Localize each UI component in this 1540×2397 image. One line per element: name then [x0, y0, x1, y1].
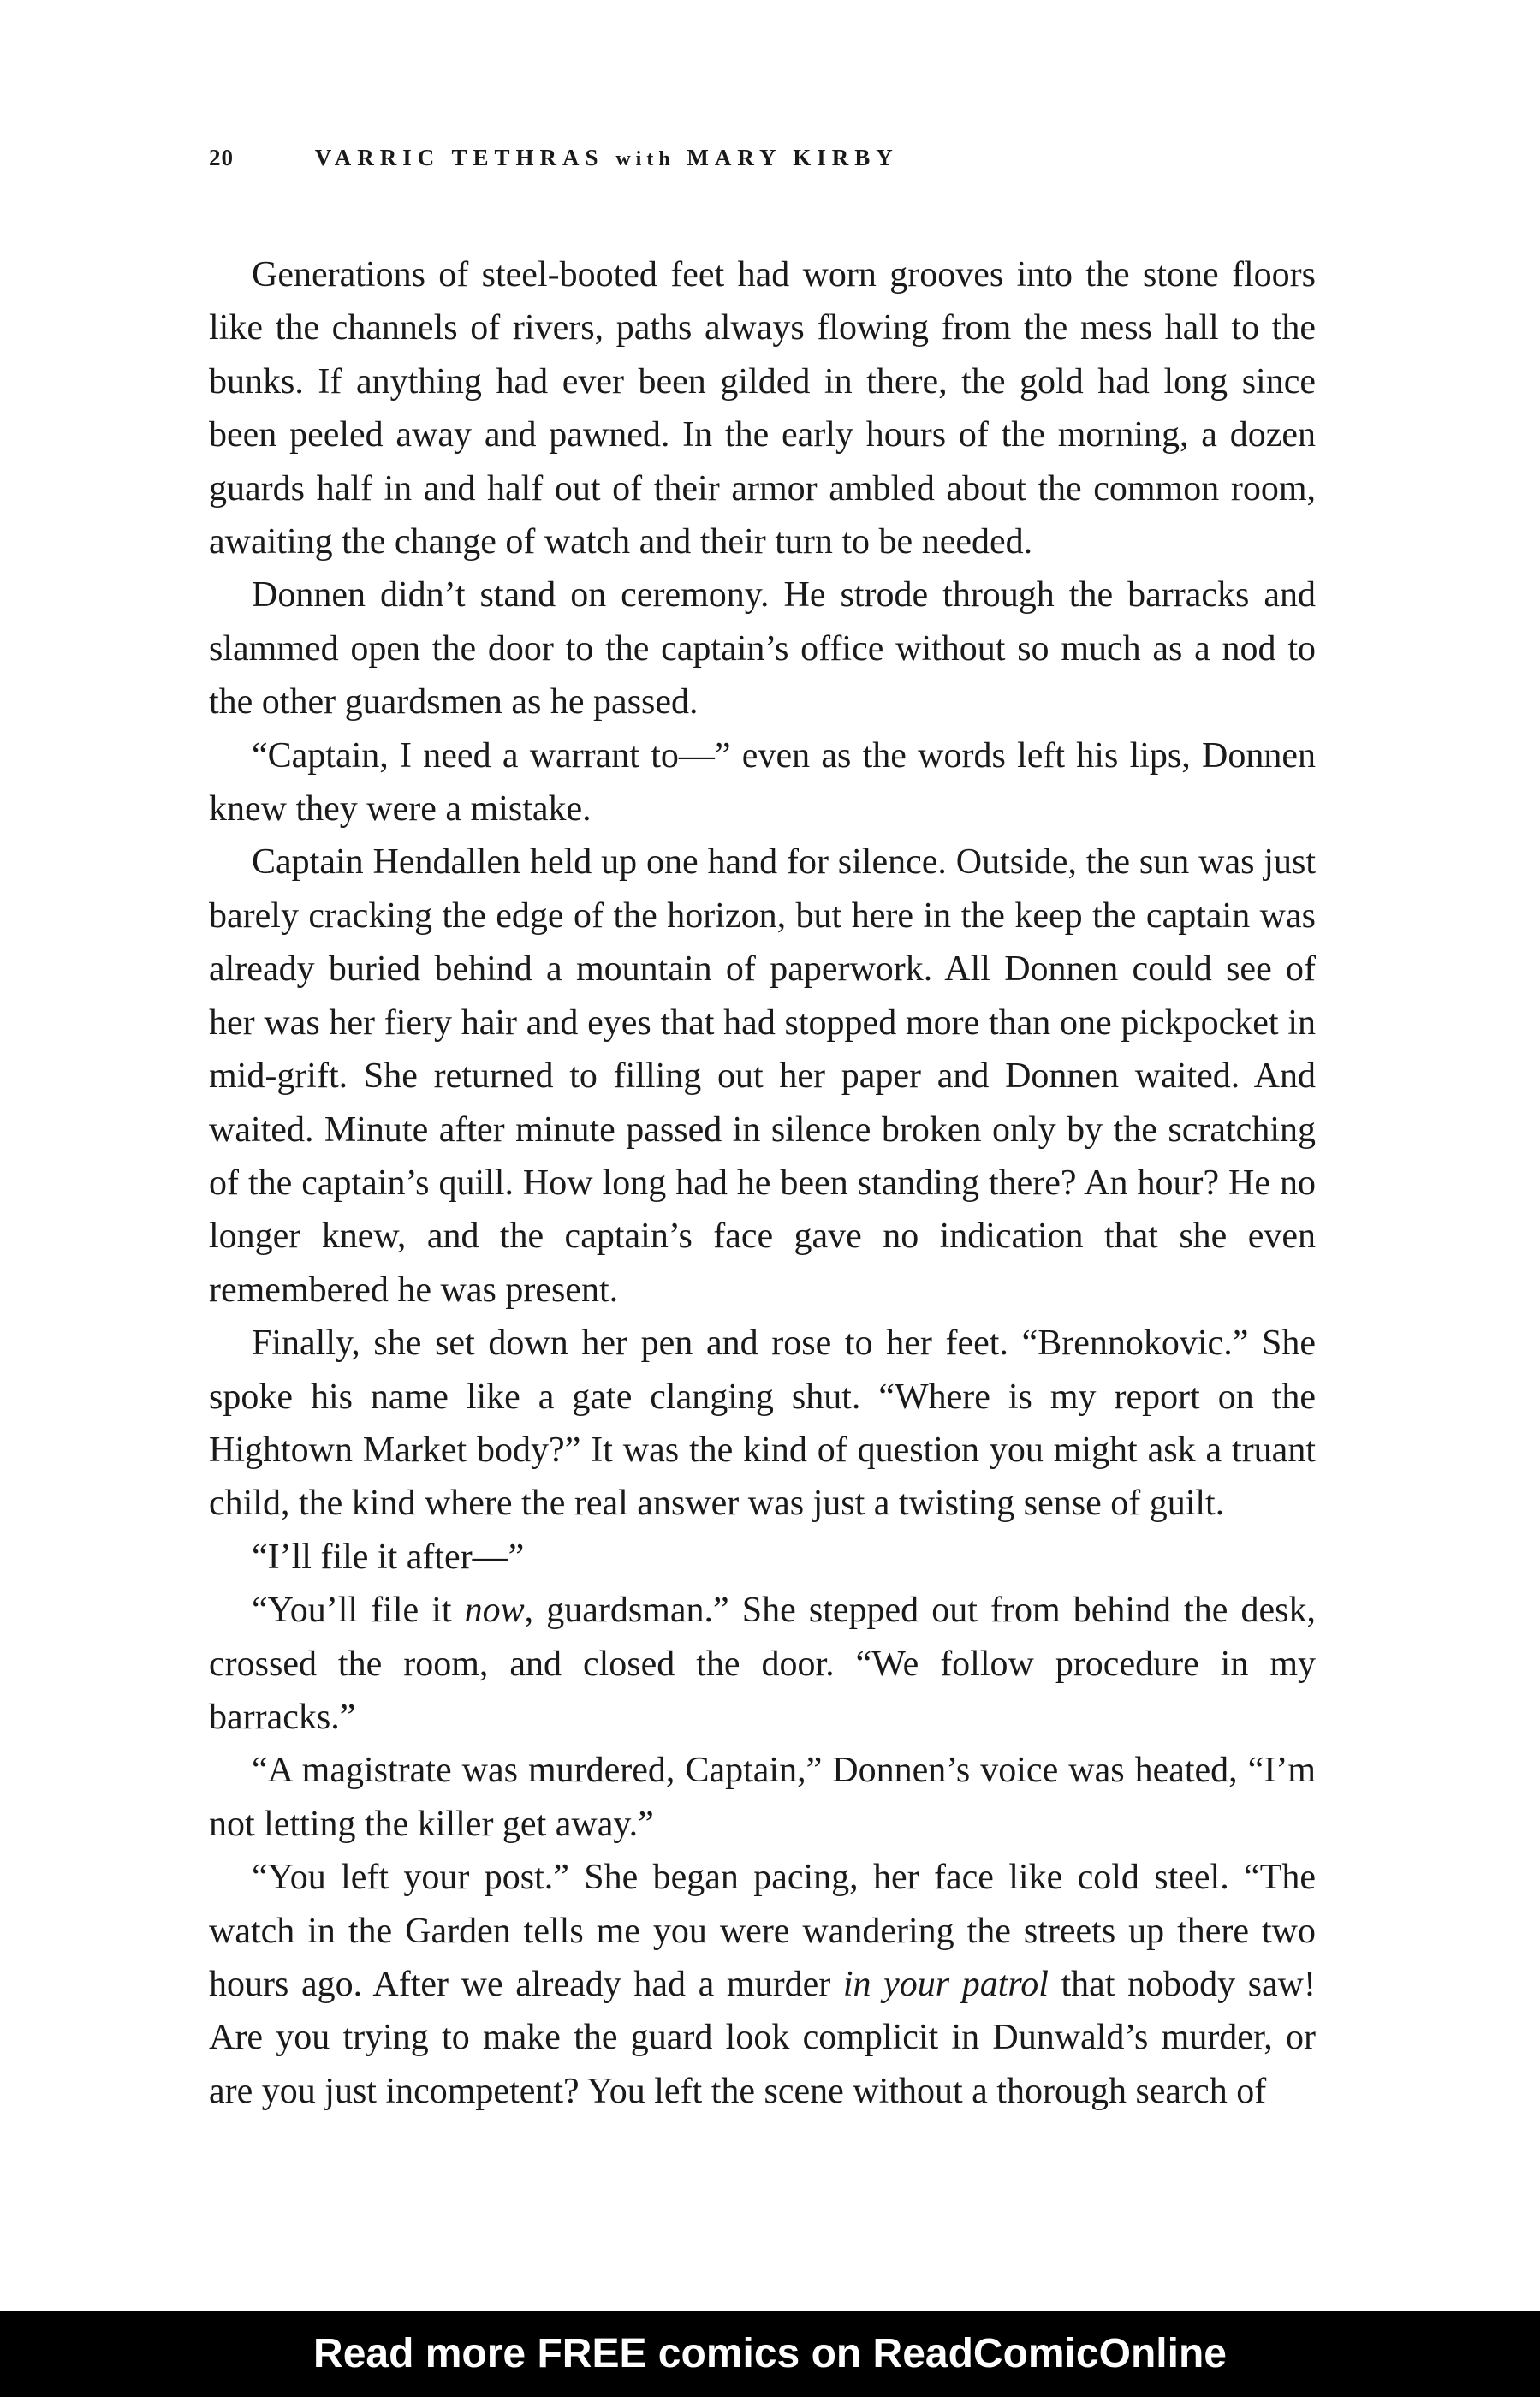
- paragraph-6: “I’ll file it after—”: [252, 1537, 525, 1577]
- paragraph-7-start: “You’ll file it: [252, 1591, 465, 1631]
- author-name-secondary: MARY KIRBY: [687, 145, 899, 170]
- paragraph-4: Captain Hendallen held up one hand for silence. Outside, the sun was just barely cracking the edge of the horizon, but here in the keep the captain was already buried behind a mountain of paperwork. All Donnen could see of her was her fiery hair and eyes that had stopped more than one pickpocket in mid-grift. She returned to filling out her paper and Donnen waited. And waited. Minute after minute passed in silence broken only by the scratching of the captain’s quill. How long had he been standing there? An hour? He no longer knew, and the captain’s face gave no indication that she even remembered he was present.: [209, 842, 1316, 1310]
- body-text: [209, 248, 1316, 2118]
- paragraph-3: “Captain, I need a warrant to—” even as the words left his lips, Donnen knew they were a mistake.: [209, 735, 1316, 830]
- paragraph-5: Finally, she set down her pen and rose to her feet. “Brennokovic.” She spoke his name like a gate clanging shut. “Where is my report on the Hightown Market body?” It was the kind of question you might ask a truant child, the kind where the real answer was just a twisting sense of guilt.: [209, 1323, 1316, 1524]
- paragraph-7-end: , guardsman.” She stepped out from behind the desk, crossed the room, and closed the door. “We follow procedure in my barracks.”: [209, 1591, 1316, 1737]
- running-head: [209, 140, 1322, 175]
- paragraph-7: [209, 1584, 1316, 1744]
- paragraph-1: Generations of steel-booted feet had worn grooves into the stone floors like the channels of rivers, paths always flowing from the mess hall to the bunks. If anything had ever been gilded in there, the gold had long since been peeled away and pawned. In the early hours of the morning, a dozen guards half in and half out of their armor ambled about the common room, awaiting the change of watch and their turn to be needed.: [209, 255, 1316, 562]
- paragraph-2: Donnen didn’t stand on ceremony. He strode through the barracks and slammed open the door to the captain’s office without so much as a nod to the other guardsmen as he passed.: [209, 575, 1316, 723]
- paragraph-9-emphasis: in your patrol: [842, 1965, 1049, 2004]
- paragraph-9-start: “You left your post.” She began pacing, her face like cold steel. “The watch in the Garden tells me you were wandering the streets up there two hours ago. After we already had a murder: [209, 1858, 1316, 2004]
- paragraph-7-emphasis: now: [464, 1591, 525, 1631]
- paragraph-9-end: that nobody saw! Are you trying to make the guard look complicit in Dunwald’s murder, or are you just incompetent? You left the scene without a thorough search of: [209, 1965, 1316, 2111]
- page-number: 20: [209, 145, 234, 170]
- paragraph-8: “A magistrate was murdered, Captain,” Donnen’s voice was heated, “I’m not letting the killer get away.”: [209, 1751, 1316, 1844]
- author-with: with: [615, 148, 675, 170]
- author-line: [315, 140, 899, 176]
- author-name-primary: VARRIC TETHRAS: [314, 145, 604, 170]
- promo-banner[interactable]: Read more FREE comics on ReadComicOnline: [0, 2311, 1540, 2397]
- paragraph-9: [209, 1851, 1316, 2118]
